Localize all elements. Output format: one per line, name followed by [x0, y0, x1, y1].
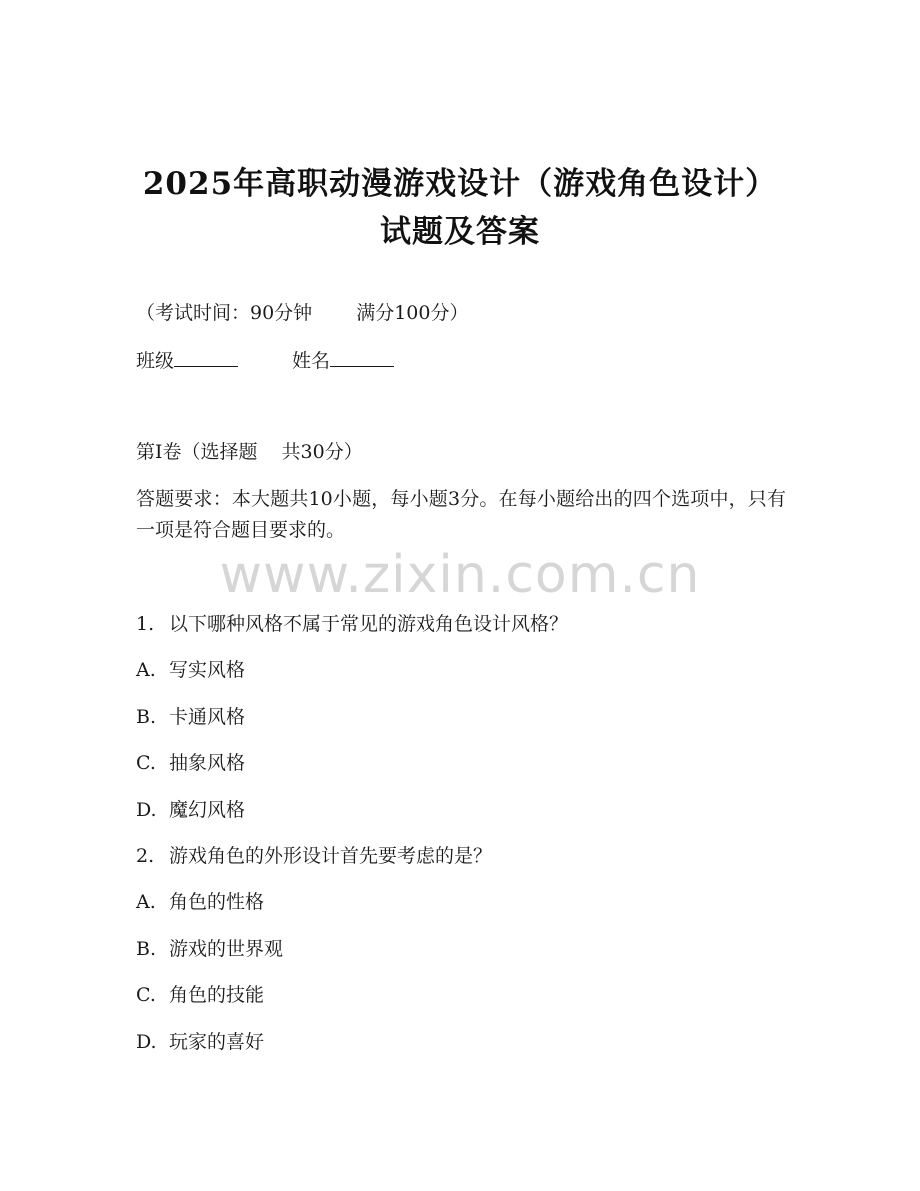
exam-info: [136, 300, 468, 326]
title-line-2: 试题及答案: [380, 214, 540, 250]
option-text: 玩家的喜好: [169, 1031, 265, 1053]
option-text: 角色的性格: [169, 891, 265, 913]
section-heading: [136, 439, 363, 465]
q2-option-a: [136, 889, 264, 915]
question-number: 2.: [136, 845, 155, 867]
full-score: 满分100分）: [356, 302, 469, 324]
class-blank: [174, 348, 238, 367]
exam-time: （考试时间：90分钟: [136, 302, 313, 324]
option-letter: B.: [136, 706, 157, 728]
student-info: [136, 348, 394, 374]
option-letter: B.: [136, 938, 157, 960]
option-text: 魔幻风格: [169, 799, 246, 821]
question-number: 1.: [136, 613, 155, 635]
option-text: 游戏的世界观: [169, 938, 284, 960]
question-1: [136, 611, 568, 637]
q2-option-c: [136, 982, 264, 1008]
class-label: 班级: [136, 350, 175, 372]
q1-option-b: [136, 704, 245, 730]
option-text: 写实风格: [169, 659, 246, 681]
q2-option-b: [136, 936, 283, 962]
option-text: 卡通风格: [169, 706, 246, 728]
question-text: 以下哪种风格不属于常见的游戏角色设计风格？: [169, 613, 569, 635]
option-text: 角色的技能: [169, 984, 265, 1006]
title-line-1: 2025年高职动漫游戏设计（游戏角色设计）: [142, 166, 778, 202]
option-text: 抽象风格: [169, 752, 246, 774]
option-letter: A.: [136, 891, 156, 913]
q1-option-a: [136, 657, 245, 683]
instructions: 答题要求：本大题共10小题，每小题3分。在每小题给出的四个选项中，只有一项是符合题目要求的。: [136, 488, 786, 541]
q2-option-d: [136, 1029, 264, 1055]
question-2: [136, 843, 492, 869]
q1-option-c: [136, 750, 245, 776]
name-blank: [330, 348, 394, 367]
option-letter: D.: [136, 1031, 157, 1053]
q1-option-d: [136, 797, 245, 823]
watermark: www.zixin.com.cn: [219, 545, 701, 605]
option-letter: D.: [136, 799, 157, 821]
name-label: 姓名: [292, 350, 331, 372]
question-text: 游戏角色的外形设计首先要考虑的是？: [169, 845, 493, 867]
option-letter: C.: [136, 752, 156, 774]
option-letter: C.: [136, 984, 156, 1006]
section-title: 第Ⅰ卷（选择题: [136, 441, 258, 463]
option-letter: A.: [136, 659, 156, 681]
section-score: 共30分）: [281, 441, 363, 463]
